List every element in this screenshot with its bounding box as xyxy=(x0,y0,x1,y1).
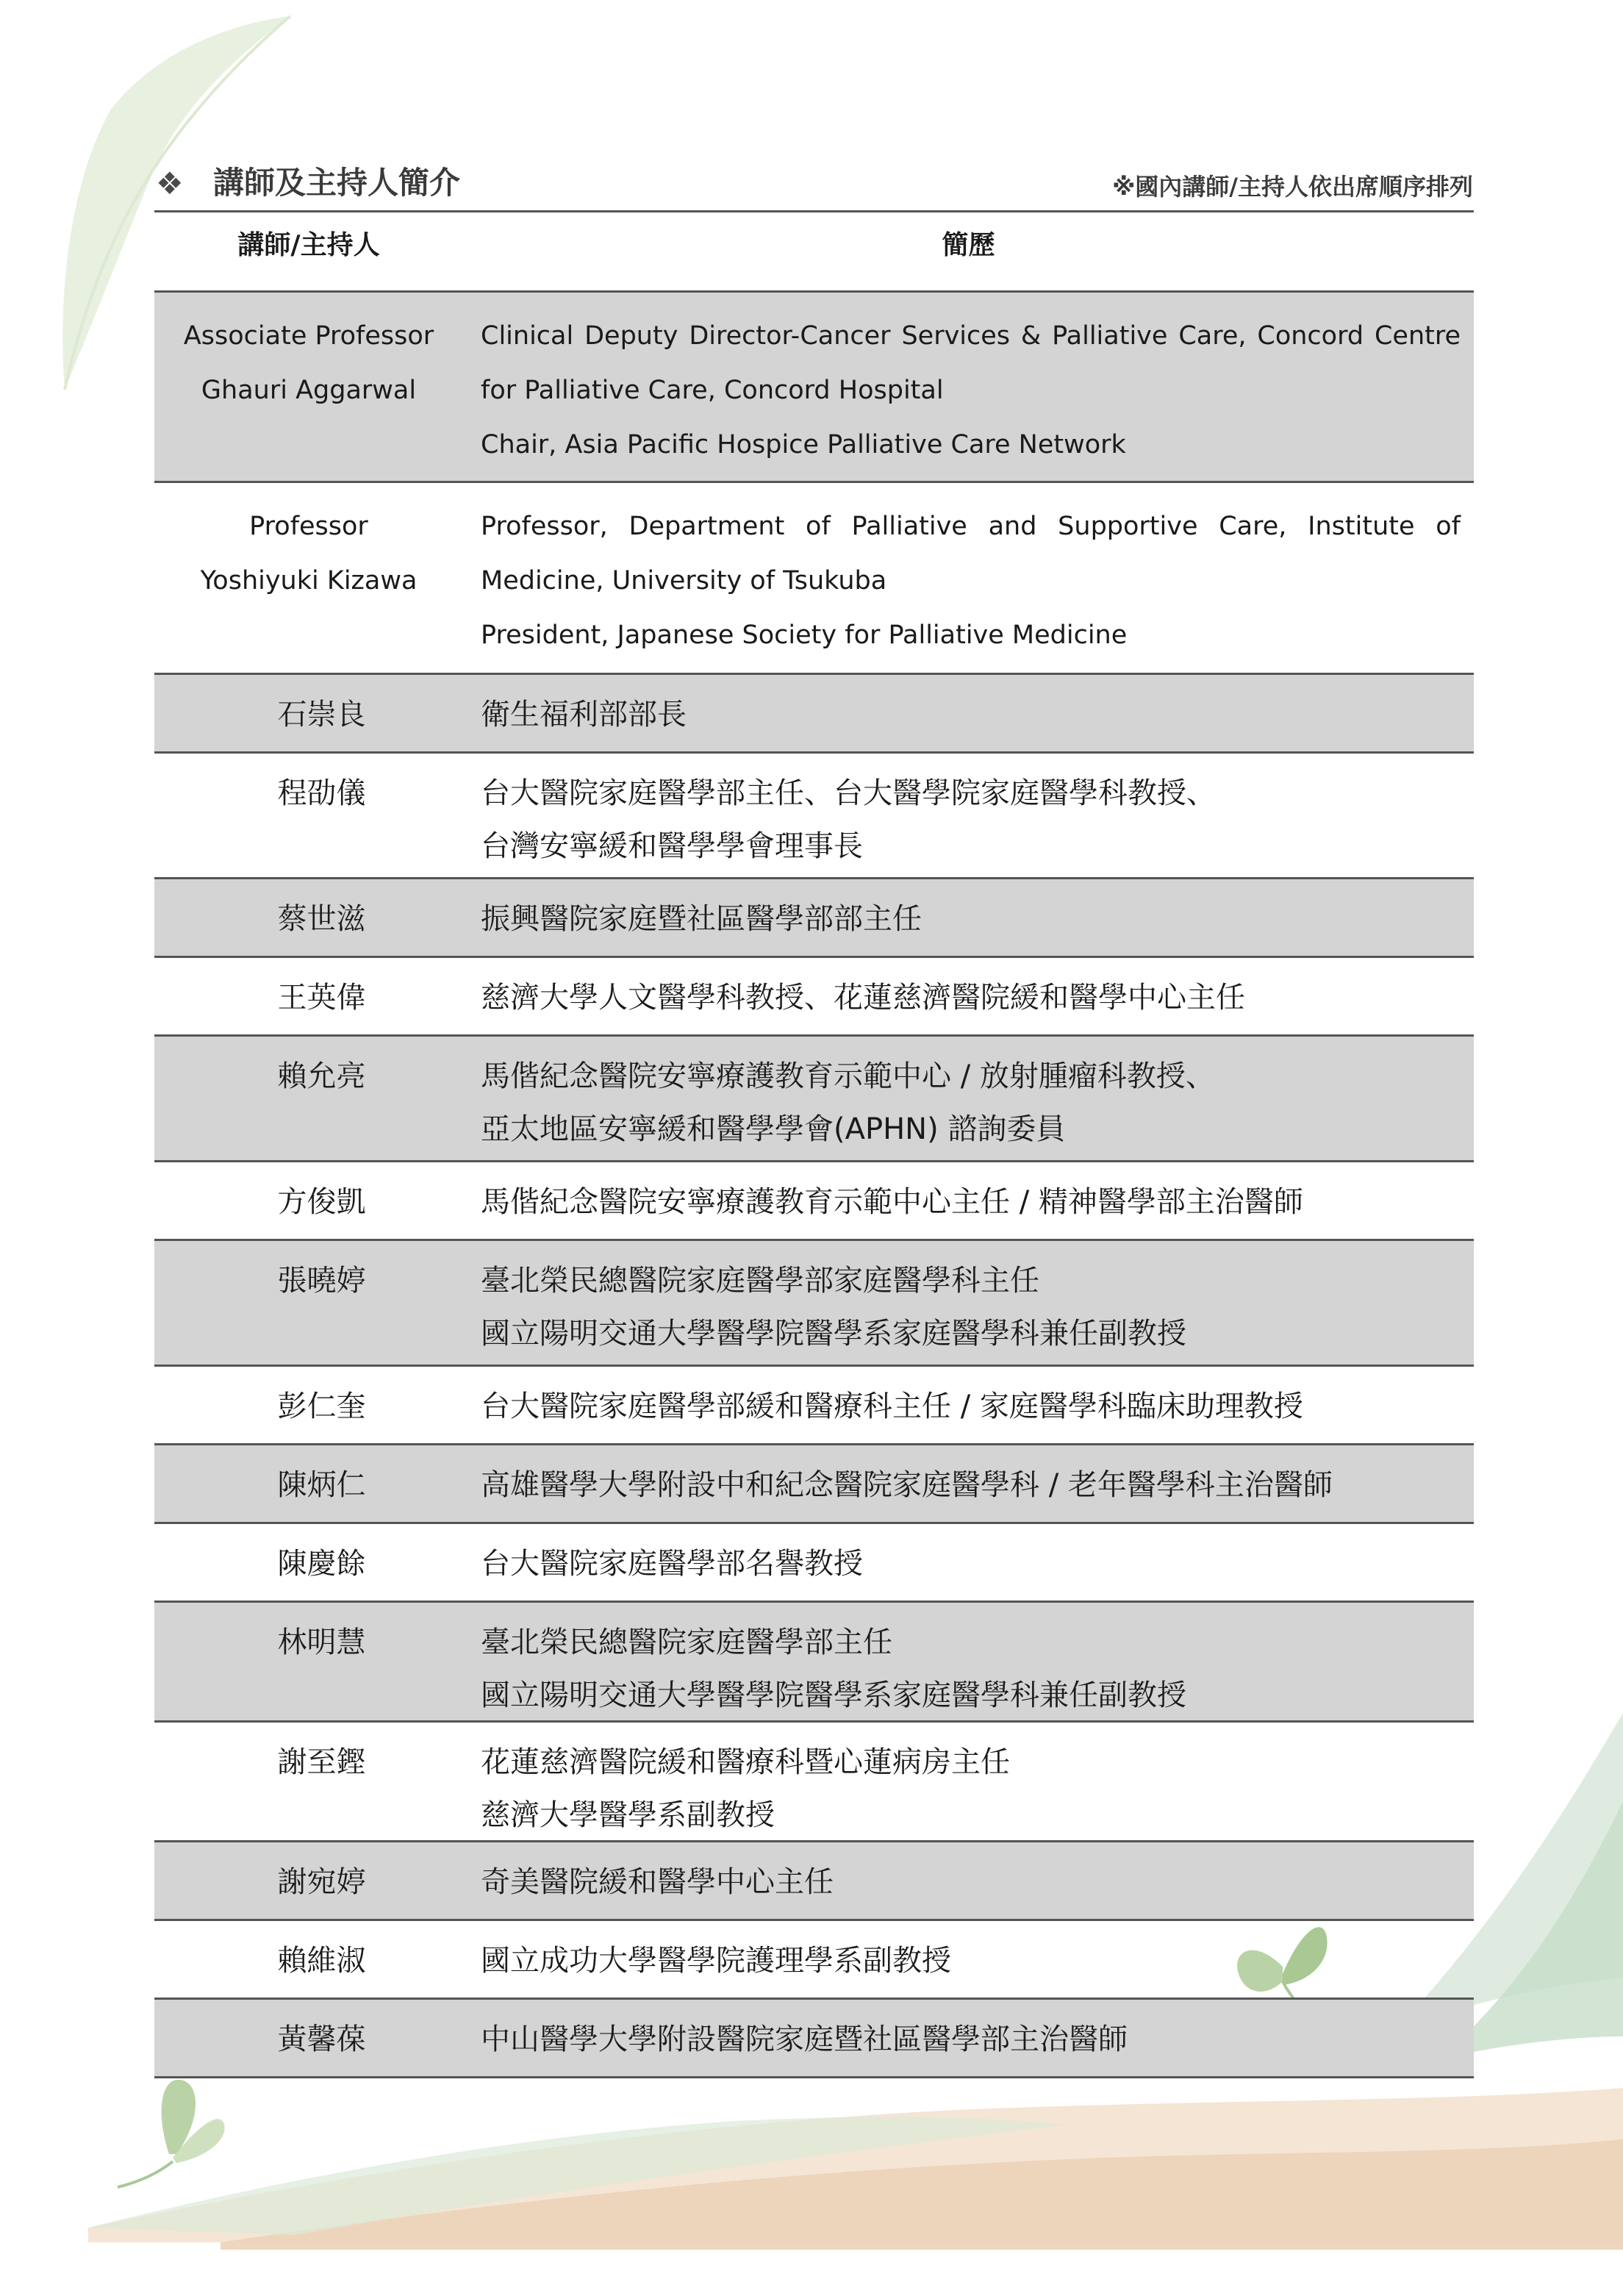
table-row xyxy=(154,879,1474,958)
column-header-bio: 簡歷 xyxy=(942,230,995,260)
speaker-bio: 衛生福利部部長 xyxy=(481,698,687,732)
speaker-name: 賴允亮 xyxy=(277,1059,366,1093)
table-row xyxy=(154,483,1474,675)
table-row xyxy=(154,1603,1474,1723)
table-row xyxy=(154,2000,1474,2078)
speaker-name: Professor Yoshiyuki Kizawa xyxy=(200,512,418,596)
speaker-bio: Clinical Deputy Director-Cancer Services & Palliative Care, Concord Centre for Palliative Care, Concord Hospital Chair, Asia Pacific Hospice Palliative Care Network xyxy=(481,321,1461,459)
speaker-name: 賴維淑 xyxy=(277,1944,366,1978)
table-row xyxy=(154,1241,1474,1367)
table-header-row xyxy=(154,212,1474,293)
table-row xyxy=(154,675,1474,754)
speaker-name: 王英偉 xyxy=(277,981,366,1015)
speaker-name: 謝至鏗 xyxy=(277,1745,366,1779)
speaker-name: 石崇良 xyxy=(277,698,366,732)
speaker-name: 陳炳仁 xyxy=(277,1468,366,1502)
table-row xyxy=(154,754,1474,879)
table-row xyxy=(154,1162,1474,1241)
speaker-table xyxy=(154,210,1474,2078)
section-title: 講師及主持人簡介 xyxy=(213,165,461,201)
speaker-bio: 馬偕紀念醫院安寧療護教育示範中心主任 / 精神醫學部主治醫師 xyxy=(481,1185,1303,1219)
section-header xyxy=(154,163,1477,204)
speaker-bio: 台大醫院家庭醫學部緩和醫療科主任 / 家庭醫學科臨床助理教授 xyxy=(481,1390,1303,1423)
diamond-bullet-icon: ❖ xyxy=(156,165,184,201)
ordering-note: ※國內講師/主持人依出席順序排列 xyxy=(1112,173,1473,201)
speaker-bio: 台大醫院家庭醫學部名譽教授 xyxy=(481,1547,863,1581)
speaker-name: 陳慶餘 xyxy=(277,1547,366,1581)
table-row xyxy=(154,1524,1474,1603)
speaker-bio: 國立成功大學醫學院護理學系副教授 xyxy=(481,1944,951,1978)
speaker-name: 林明慧 xyxy=(277,1626,366,1659)
speaker-bio: 馬偕紀念醫院安寧療護教育示範中心 / 放射腫瘤科教授、 亞太地區安寧緩和醫學學會(APHN) 諮詢委員 xyxy=(481,1059,1215,1146)
table-row xyxy=(154,1445,1474,1524)
speaker-name: 張曉婷 xyxy=(277,1264,366,1298)
speaker-bio: 中山醫學大學附設醫院家庭暨社區醫學部主治醫師 xyxy=(481,2023,1128,2056)
speaker-bio: 臺北榮民總醫院家庭醫學部家庭醫學科主任 國立陽明交通大學醫學院醫學系家庭醫學科兼任副教授 xyxy=(481,1264,1186,1351)
column-header-speaker: 講師/主持人 xyxy=(237,230,380,260)
table-row xyxy=(154,1842,1474,1921)
speaker-name: 程劭儀 xyxy=(277,776,366,810)
table-row xyxy=(154,293,1474,483)
table-row xyxy=(154,1367,1474,1445)
speaker-bio: 振興醫院家庭暨社區醫學部部主任 xyxy=(481,902,922,936)
speaker-bio: 臺北榮民總醫院家庭醫學部主任 國立陽明交通大學醫學院醫學系家庭醫學科兼任副教授 xyxy=(481,1626,1186,1712)
speaker-name: 謝宛婷 xyxy=(277,1865,366,1899)
speaker-bio: Professor, Department of Palliative and Supportive Care, Institute of Medicine, University of Tsukuba President, Japanese Society for Palliative Medicine xyxy=(481,512,1461,650)
speaker-bio: 高雄醫學大學附設中和紀念醫院家庭醫學科 / 老年醫學科主治醫師 xyxy=(481,1468,1333,1502)
table-row xyxy=(154,1037,1474,1162)
speaker-bio: 奇美醫院緩和醫學中心主任 xyxy=(481,1865,834,1899)
table-row xyxy=(154,1921,1474,2000)
speaker-name: 黃馨葆 xyxy=(277,2023,366,2056)
speaker-name: 方俊凱 xyxy=(277,1185,366,1219)
speaker-bio: 台大醫院家庭醫學部主任、台大醫學院家庭醫學科教授、 台灣安寧緩和醫學學會理事長 xyxy=(481,776,1216,863)
table-row xyxy=(154,958,1474,1037)
speaker-name: 蔡世滋 xyxy=(277,902,366,936)
speaker-name: Associate Professor Ghauri Aggarwal xyxy=(183,321,434,405)
speaker-bio: 慈濟大學人文醫學科教授、花蓮慈濟醫院緩和醫學中心主任 xyxy=(481,981,1245,1015)
table-row xyxy=(154,1723,1474,1842)
speaker-name: 彭仁奎 xyxy=(277,1390,366,1423)
speaker-bio: 花蓮慈濟醫院緩和醫療科暨心蓮病房主任 慈濟大學醫學系副教授 xyxy=(481,1745,1010,1832)
